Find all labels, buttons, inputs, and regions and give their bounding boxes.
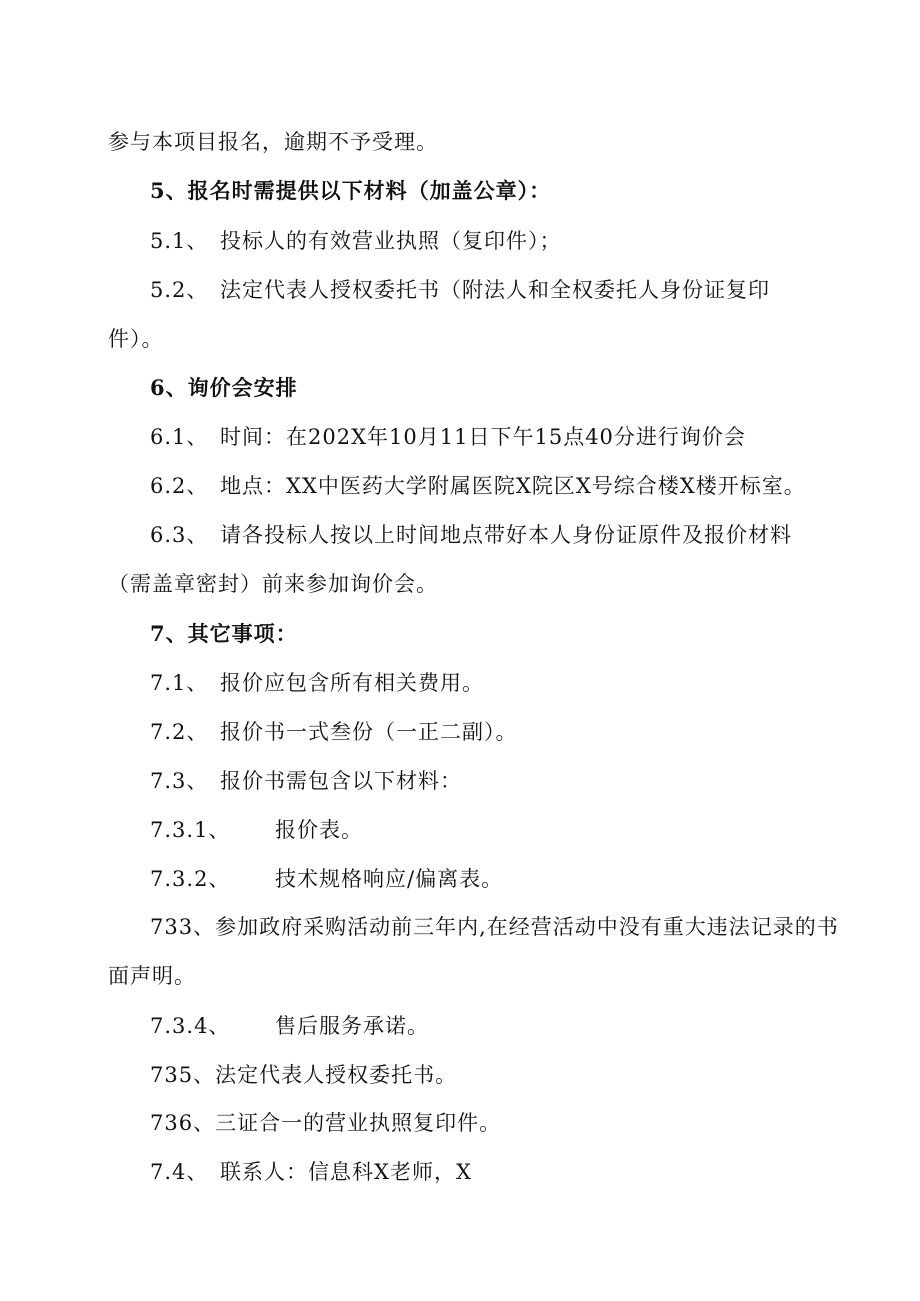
section-heading-text: 7、其它事项： — [150, 621, 298, 646]
item-text: 报价表。 — [275, 818, 363, 842]
item-text: 733、参加政府采购活动前三年内,在经营活动中没有重大违法记录的书 — [150, 915, 839, 939]
item-number: 6.3、 — [150, 523, 209, 547]
section-heading-7 — [150, 619, 298, 649]
list-item-continuation — [108, 569, 438, 599]
list-item-736 — [150, 1108, 501, 1138]
list-item-7-3-1 — [150, 815, 363, 845]
item-text: 报价应包含所有相关费用。 — [220, 671, 484, 695]
item-number: 7.3.4、 — [150, 1014, 231, 1038]
continuation-text: （需盖章密封）前来参加询价会。 — [108, 572, 438, 596]
list-item-6-1 — [150, 422, 746, 452]
list-item-7-4 — [150, 1157, 472, 1187]
item-number: 7.3.2、 — [150, 867, 231, 891]
item-text: 请各投标人按以上时间地点带好本人身份证原件及报价材料 — [220, 523, 792, 547]
paragraph-text — [108, 127, 438, 157]
item-text: 时间：在202X年10月11日下午15点40分进行询价会 — [220, 425, 746, 449]
item-text: 报价书一式叁份（一正二副）。 — [220, 720, 518, 744]
item-number: 7.3.1、 — [150, 818, 231, 842]
item-text: 法定代表人授权委托书（附法人和全权委托人身份证复印 — [220, 278, 770, 302]
list-item-7-1 — [150, 668, 484, 698]
item-text: 售后服务承诺。 — [275, 1014, 429, 1038]
item-text: 735、法定代表人授权委托书。 — [150, 1063, 458, 1087]
list-item-7-2 — [150, 717, 518, 747]
list-item-5-1 — [150, 226, 562, 256]
section-heading-5 — [150, 176, 551, 206]
section-heading-text: 5、报名时需提供以下材料（加盖公章）： — [150, 178, 552, 203]
list-item-continuation — [108, 324, 164, 354]
list-item-5-2 — [150, 275, 770, 305]
item-number: 7.1、 — [150, 671, 209, 695]
paragraph-content: 参与本项目报名，逾期不予受理。 — [108, 130, 438, 154]
list-item-733 — [150, 912, 839, 942]
item-text: 736、三证合一的营业执照复印件。 — [150, 1111, 502, 1135]
list-item-continuation — [108, 961, 196, 991]
continuation-text: 件）。 — [108, 327, 164, 351]
item-number: 7.4、 — [150, 1160, 209, 1184]
item-text: 技术规格响应/偏离表。 — [275, 867, 504, 891]
list-item-735 — [150, 1060, 457, 1090]
list-item-7-3-4 — [150, 1011, 429, 1041]
item-text: 投标人的有效营业执照（复印件）； — [220, 229, 562, 253]
item-text: 联系人：信息科X老师，X — [220, 1160, 472, 1184]
section-heading-6 — [150, 373, 298, 403]
list-item-6-2 — [150, 471, 806, 501]
list-item-6-3 — [150, 520, 792, 550]
item-number: 7.2、 — [150, 720, 209, 744]
section-heading-text: 6、询价会安排 — [150, 375, 298, 400]
list-item-7-3 — [150, 766, 462, 796]
item-text: 报价书需包含以下材料： — [220, 769, 462, 793]
item-number: 6.2、 — [150, 474, 209, 498]
list-item-7-3-2 — [150, 864, 503, 894]
item-number: 7.3、 — [150, 769, 209, 793]
continuation-text: 面声明。 — [108, 964, 196, 988]
item-number: 5.1、 — [150, 229, 209, 253]
item-text: 地点：XX中医药大学附属医院X院区X号综合楼X楼开标室。 — [220, 474, 806, 498]
item-number: 5.2、 — [150, 278, 209, 302]
item-number: 6.1、 — [150, 425, 209, 449]
